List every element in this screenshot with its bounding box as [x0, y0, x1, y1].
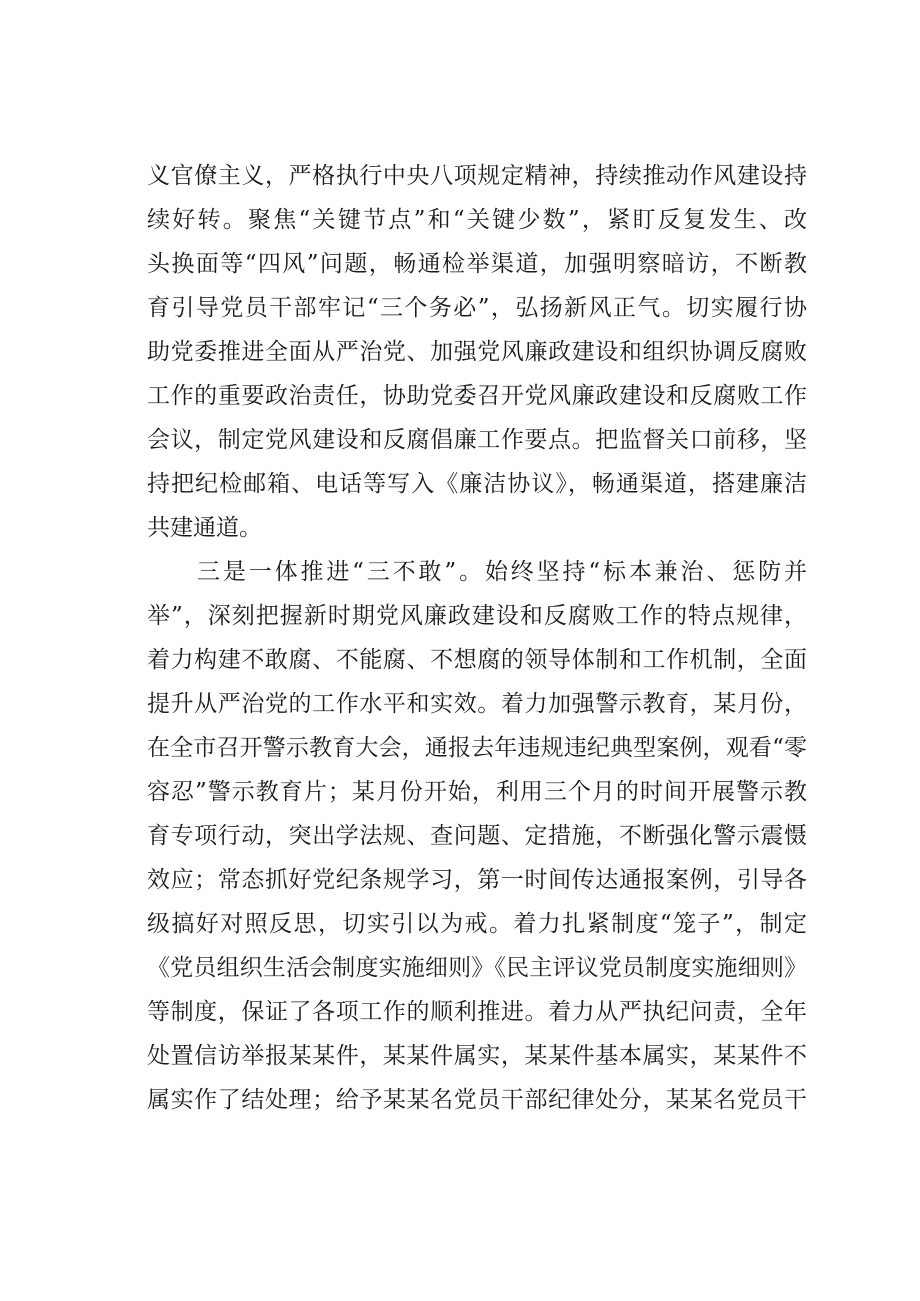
paragraph-line: 等制度，保证了各项工作的顺利推进。着力从严执纪问责，全年 — [147, 999, 807, 1025]
paragraph-line: 工作的重要政治责任，协助党委召开党风廉政建设和反腐败工作 — [147, 383, 807, 409]
paragraph-line: 续好转。聚焦“关键节点”和“关键少数”，紧盯反复发生、改 — [147, 207, 807, 233]
paragraph-line: 会议，制定党风建设和反腐倡廉工作要点。把监督关口前移，坚 — [147, 427, 807, 453]
paragraph-line: 效应；常态抓好党纪条规学习，第一时间传达通报案例，引导各 — [147, 867, 807, 893]
paragraph-line: 提升从严治党的工作水平和实效。着力加强警示教育，某月份， — [147, 691, 807, 717]
paragraph-line: 举”，深刻把握新时期党风廉政建设和反腐败工作的特点规律， — [147, 603, 807, 629]
paragraph-line: 着力构建不敢腐、不能腐、不想腐的领导体制和工作机制，全面 — [147, 647, 807, 673]
paragraph-line: 三是一体推进“三不敢”。始终坚持“标本兼治、惩防并 — [197, 559, 807, 585]
paragraph-line: 级搞好对照反思，切实引以为戒。着力扎紧制度“笼子”，制定 — [147, 911, 807, 937]
paragraph-line: 属实作了结处理；给予某某名党员干部纪律处分，某某名党员干 — [147, 1087, 807, 1113]
paragraph-line: 头换面等“四风”问题，畅通检举渠道，加强明察暗访，不断教 — [147, 251, 807, 277]
paragraph-line: 容忍”警示教育片；某月份开始，利用三个月的时间开展警示教 — [147, 779, 807, 805]
paragraph-line: 义官僚主义，严格执行中央八项规定精神，持续推动作风建设持 — [147, 163, 807, 189]
paragraph-1 — [147, 154, 807, 550]
paragraph-line: 助党委推进全面从严治党、加强党风廉政建设和组织协调反腐败 — [147, 339, 807, 365]
paragraph-line: 共建通道。 — [147, 515, 262, 541]
document-body — [147, 154, 807, 1122]
paragraph-line: 《党员组织生活会制度实施细则》《民主评议党员制度实施细则》 — [147, 955, 807, 981]
paragraph-2 — [147, 550, 807, 1122]
paragraph-line: 育引导党员干部牢记“三个务必”，弘扬新风正气。切实履行协 — [147, 295, 807, 321]
paragraph-line: 持把纪检邮箱、电话等写入《廉洁协议》，畅通渠道，搭建廉洁 — [147, 471, 807, 497]
paragraph-line: 在全市召开警示教育大会，通报去年违规违纪典型案例，观看“零 — [147, 735, 807, 761]
paragraph-line: 处置信访举报某某件，某某件属实，某某件基本属实，某某件不 — [147, 1043, 807, 1069]
paragraph-line: 育专项行动，突出学法规、查问题、定措施，不断强化警示震慑 — [147, 823, 807, 849]
